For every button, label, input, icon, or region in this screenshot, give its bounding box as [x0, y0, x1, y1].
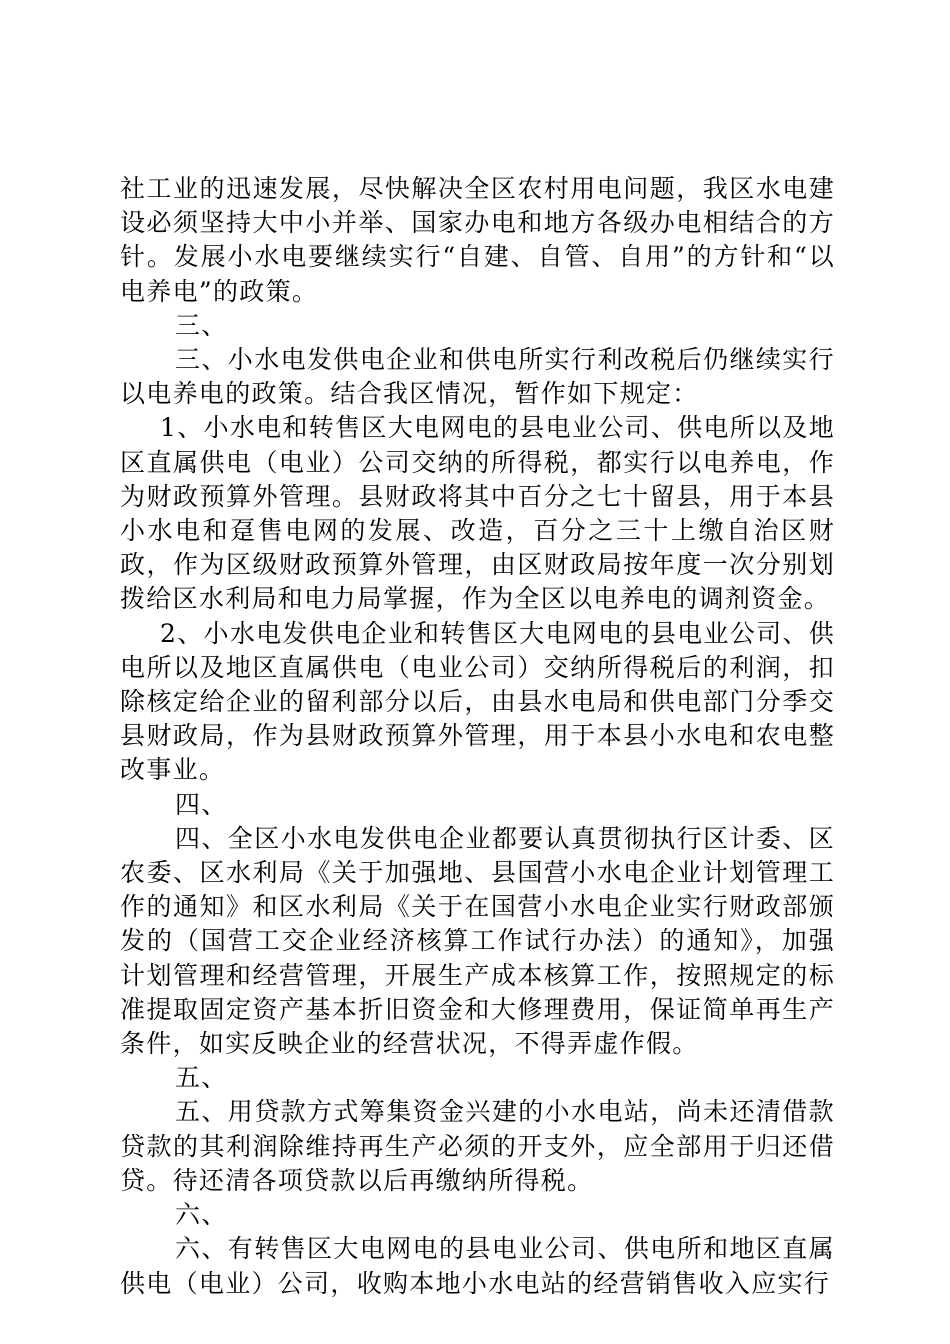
document-body	[120, 172, 835, 1301]
section-heading-6: 六、	[175, 1200, 228, 1230]
paragraph-section-3: 三、小水电发供电企业和供电所实行利改税后仍继续实行以电养电的政策。结合我区情况，暂作如下规定：	[120, 345, 835, 409]
paragraph-intro: 社工业的迅速发展，尽快解决全区农村用电问题，我区水电建设必须坚持大中小并举、国家办电和地方各级办电相结合的方针。发展小水电要继续实行“自建、自管、自用”的方针和“以电养电”的政策。	[120, 174, 835, 306]
paragraph-item-2: 2、小水电发供电企业和转售区大电网电的县电业公司、供电所以及地区直属供电（电业公司）交纳所得税后的利润，扣除核定给企业的留利部分以后，由县水电局和供电部门分季交县财政局，作为县财政预算外管理，用于本县小水电和农电整改事业。	[120, 618, 835, 785]
section-heading-5: 五、	[175, 1063, 228, 1093]
paragraph-section-4: 四、全区小水电发供电企业都要认真贯彻执行区计委、区农委、区水利局《关于加强地、县国营小水电企业计划管理工作的通知》和区水利局《关于在国营小水电企业实行财政部颁发的（国营工交企业经济核算工作试行办法）的通知》，加强计划管理和经营管理，开展生产成本核算工作，按照规定的标准提取固定资产基本折旧资金和大修理费用，保证简单再生产条件，如实反映企业的经营状况，不得弄虚作假。	[120, 823, 835, 1059]
paragraph-item-1: 1、小水电和转售区大电网电的县电业公司、供电所以及地区直属供电（电业）公司交纳的所得税，都实行以电养电，作为财政预算外管理。县财政将其中百分之七十留县，用于本县小水电和趸售电网的发展、改造，百分之三十上缴自治区财政，作为区级财政预算外管理，由区财政局按年度一次分别划拨给区水利局和电力局掌握，作为全区以电养电的调剂资金。	[120, 413, 835, 614]
paragraph-section-5: 五、用贷款方式筹集资金兴建的小水电站，尚未还清借款贷款的其利润除维持再生产必须的开支外，应全部用于归还借贷。待还清各项贷款以后再缴纳所得税。	[120, 1097, 835, 1195]
paragraph-section-6: 六、有转售区大电网电的县电业公司、供电所和地区直属供电（电业）公司，收购本地小水电站的经营销售收入应实行	[120, 1234, 835, 1298]
section-heading-4: 四、	[175, 789, 228, 819]
section-heading-3: 三、	[175, 310, 228, 340]
